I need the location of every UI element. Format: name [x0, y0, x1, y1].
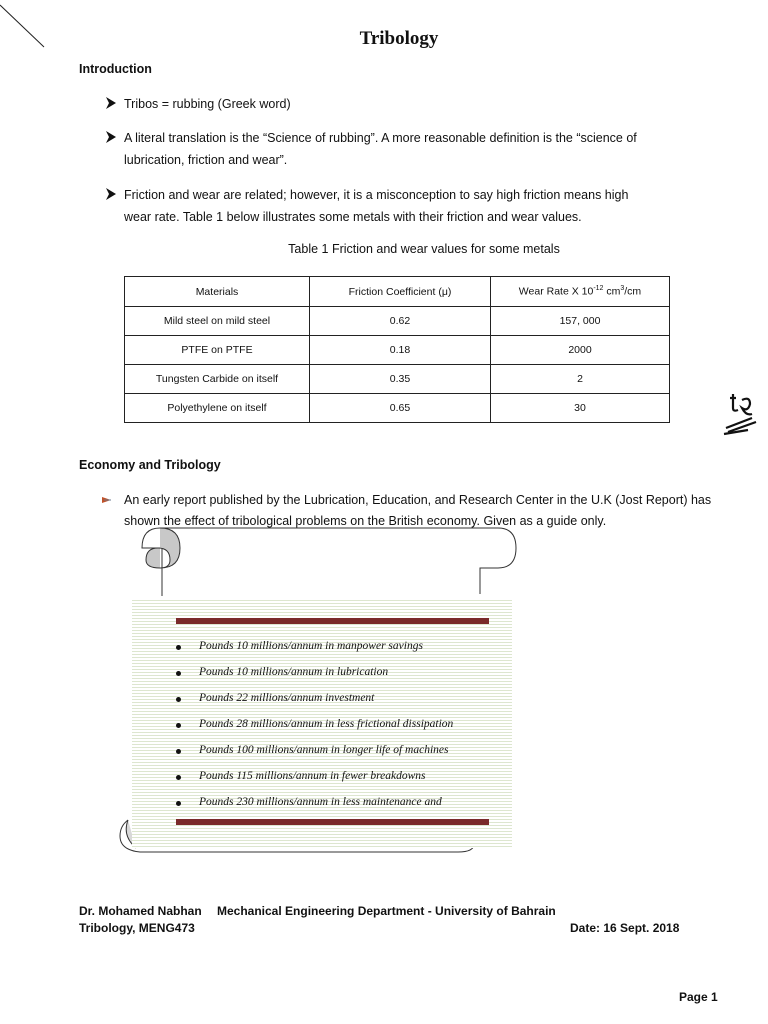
list-item: Pounds 100 millions/annum in longer life of machines	[176, 744, 506, 762]
top-divider-bar	[176, 618, 489, 624]
footer-course: Tribology, MENG473	[79, 921, 195, 935]
list-item: Pounds 115 millions/annum in fewer breakdowns	[176, 770, 506, 788]
arrow-bullet-icon	[101, 494, 113, 506]
list-item: Pounds 10 millions/annum in lubrication	[176, 666, 506, 684]
table-header-row	[125, 277, 670, 307]
header-wear-rate: Wear Rate X $10^{-12}$ $cm^3/cm$	[491, 277, 670, 307]
list-item: Pounds 230 millions/annum in less maintenance and	[176, 796, 506, 814]
table-row: PTFE on PTFE 0.18 2000	[125, 336, 670, 365]
introduction-heading: Introduction	[79, 62, 152, 76]
economy-heading: Economy and Tribology	[79, 458, 221, 472]
list-item: Pounds 28 millions/annum in less frictional dissipation	[176, 718, 506, 736]
header-materials: Materials	[125, 277, 310, 307]
handwritten-scribble-mark	[722, 392, 762, 436]
table-row: Tungsten Carbide on itself 0.35 2	[125, 365, 670, 394]
arrow-bullet-icon	[104, 187, 118, 201]
bottom-divider-bar	[176, 819, 489, 825]
page-title: Tribology	[359, 28, 439, 49]
footer-author: Dr. Mohamed Nabhan	[79, 904, 202, 918]
page-number: Page 1	[679, 990, 718, 1004]
arrow-bullet-icon	[104, 96, 118, 110]
friction-wear-table	[124, 276, 670, 423]
footer-department: Mechanical Engineering Department - University of Bahrain	[217, 904, 556, 918]
list-item: Pounds 10 millions/annum in manpower savings	[176, 640, 506, 658]
table-caption: Table 1 Friction and wear values for some metals	[288, 242, 560, 256]
table-row: Polyethylene on itself 0.65 30	[125, 394, 670, 423]
savings-panel	[132, 598, 512, 848]
header-friction: Friction Coefficient (μ)	[310, 277, 491, 307]
arrow-bullet-icon	[104, 130, 118, 144]
footer-date: Date: 16 Sept. 2018	[570, 921, 680, 935]
table-row: Mild steel on mild steel 0.62 157, 000	[125, 307, 670, 336]
list-item: Pounds 22 millions/annum investment	[176, 692, 506, 710]
